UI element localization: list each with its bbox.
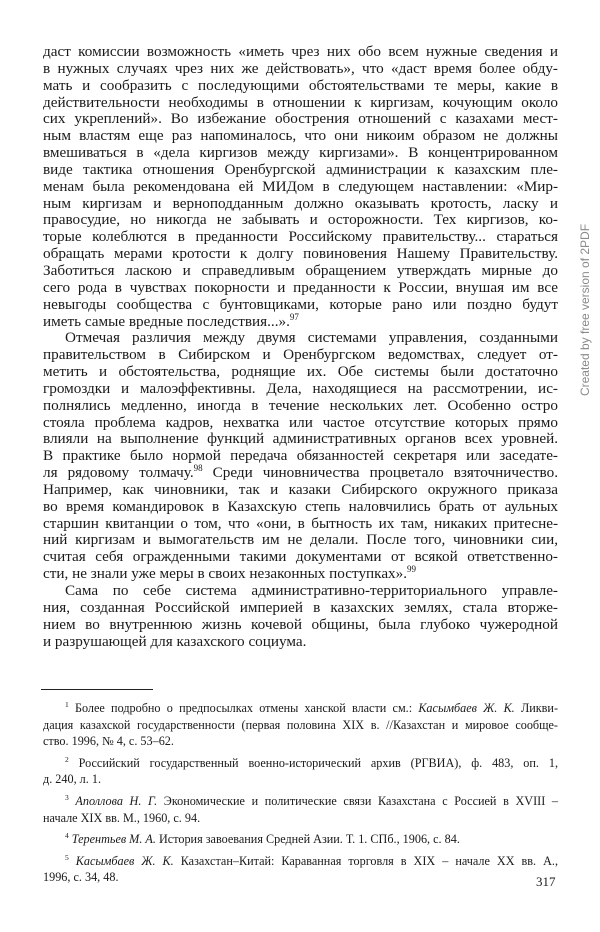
text-segment: в нужных случаях чрез них же действовать», что «даст время более обду- (43, 59, 558, 77)
text-line (43, 717, 558, 734)
text-line (43, 364, 558, 381)
text-line (43, 566, 558, 583)
text-segment: влияли на выполнение функций административных органов всех уровней. (43, 430, 558, 448)
footnote-ref: 3 (65, 792, 69, 802)
text-line (43, 634, 558, 651)
footnote-ref: 5 (65, 852, 69, 862)
text-segment: торые колеблются в преданности Российскому правительству... стараться (43, 228, 558, 246)
text-line (43, 145, 558, 162)
text-segment: Заботиться ласкою и справедливым обращением утверждать мирные до (43, 261, 558, 279)
text-segment: во время командировок в Казахскую степь наловчились брать от аульных (43, 497, 558, 515)
text-segment: Сама по себе система административно-территориального управле- (65, 582, 558, 599)
paragraph (43, 330, 558, 583)
text-line (43, 853, 558, 870)
text-segment: виде тактика отношения Оренбургской администрации к казахским пле- (43, 160, 558, 178)
text-line (43, 212, 558, 229)
text-segment: правительством в Сибирском и Оренбургском ведомствах, следует от- (43, 346, 558, 364)
footnote (43, 853, 558, 886)
text-segment: начале XIX вв. М., 1960, с. 94. (43, 810, 201, 825)
text-line (43, 465, 558, 482)
text-line (43, 330, 558, 347)
text-line (43, 755, 558, 772)
author-name: Касымбаев Ж. К. (75, 853, 174, 868)
footnote-ref: 4 (65, 831, 69, 841)
text-line (43, 700, 558, 717)
text-line (43, 246, 558, 263)
text-segment: сих укреплений». Во избежание обострения отношений с казахами мест- (43, 110, 558, 128)
text-line (43, 733, 558, 750)
text-segment: История завоевания Средней Азии. Т. 1. СПб., 1906, с. 84. (155, 832, 460, 847)
text-line (43, 516, 558, 533)
text-line (43, 78, 558, 95)
text-line (43, 583, 558, 600)
footnote-ref: 1 (65, 700, 69, 709)
text-line (43, 297, 558, 314)
text-line (43, 95, 558, 112)
text-segment: мать и сообразить с последующими обстоятельствами те меры, какие в (43, 76, 558, 94)
text-segment: действительности необходимы в отношении к киргизам, кочующим около (43, 93, 558, 111)
text-line (43, 771, 558, 788)
author-name: Терентьев М. А. (71, 832, 156, 847)
text-segment: старшин квитанции о том, что «они, в бытность их там, никаких притесне- (43, 514, 558, 532)
text-line (43, 229, 558, 246)
text-segment: обращать мерами кротости к долгу повиновения Нашему Правительству. (43, 245, 558, 263)
text-segment: нием во внутреннюю жизнь кочевой общины, была глубоко чужеродной (43, 615, 558, 633)
text-segment: иметь самые вредные последствия...». (43, 312, 290, 330)
footnote (43, 700, 558, 750)
text-line (43, 499, 558, 516)
text-segment: 1996, с. 34, 48. (43, 870, 119, 885)
text-line (43, 431, 558, 448)
footnote-ref: 97 (289, 311, 299, 322)
text-line (43, 793, 558, 810)
text-line (43, 162, 558, 179)
footnotes (43, 700, 558, 891)
main-text (43, 44, 558, 650)
paragraph (43, 583, 558, 650)
text-segment: Ликви- (514, 701, 558, 715)
text-line (43, 831, 558, 848)
text-segment: громоздки и малоэффективны. Дела, находящиеся на рассмотрении, ис- (43, 379, 558, 397)
text-line (43, 600, 558, 617)
text-segment: считая себя огражденными такими документами от всякой ответственно- (43, 548, 558, 566)
text-segment: ство. 1996, № 4, с. 53–62. (43, 734, 174, 749)
text-segment: ным киргизам и верноподданным должно оказывать кротость, ласку и (43, 194, 558, 212)
text-segment: Среди чиновничества процветало взяточничество. (202, 464, 558, 482)
text-line (43, 617, 558, 634)
text-line (43, 482, 558, 499)
text-line (43, 532, 558, 549)
footnote-ref: 98 (193, 463, 203, 474)
text-line (43, 179, 558, 196)
text-segment: невыгоды сообщества с бунтовщиками, которые рано или поздно будут (43, 295, 558, 313)
text-segment: Экономические и политические связи Казахстана с Россией в XVIII – (157, 793, 558, 808)
page-number: 317 (536, 874, 556, 889)
text-line (43, 810, 558, 827)
text-line (43, 111, 558, 128)
text-segment: дация казахской государственности (первая половина XIX в. //Казахстан и мировое сообще- (43, 717, 558, 732)
text-line (43, 415, 558, 432)
footnote (43, 793, 558, 826)
text-line (43, 311, 558, 331)
text-segment: метить и обстоятельства, роднящие их. Обе системы были достаточно (43, 363, 558, 381)
text-segment: Более подробно о предпосылках отмены ханской власти см.: (68, 701, 419, 715)
text-segment: полнялись медленно, иногда в течение нескольких лет. Особенно остро (43, 396, 558, 414)
text-segment: Например, как чиновники, так и казаки Сибирского окружного приказа (43, 480, 558, 498)
footnote (43, 755, 558, 788)
text-segment: ний киргизам и вымогательств им не делали. После того, чиновники сии, (43, 531, 558, 549)
text-line (43, 280, 558, 297)
footnote (43, 831, 558, 848)
text-line (43, 398, 558, 415)
text-segment: сего рода в чувствах покорности и преданности к России, внушая им все (43, 278, 558, 296)
text-line (43, 381, 558, 398)
text-segment: и разрушающей для казахского социума. (43, 632, 307, 650)
text-line (43, 128, 558, 145)
text-line (43, 263, 558, 280)
text-line (43, 44, 558, 61)
text-line (43, 347, 558, 364)
footnote-ref: 2 (65, 754, 69, 764)
text-segment: ля рядовому толмачу. (43, 464, 194, 482)
author-name: Касымбаев Ж. К. (418, 701, 515, 715)
text-segment: ным властям еще раз напоминалось, что они никоим образом не должны (43, 127, 558, 145)
footnote-divider (41, 689, 153, 690)
text-line (43, 448, 558, 465)
text-segment: стояла проблема кадров, нехватка или частое отсутствие которых прямо (43, 413, 558, 431)
text-segment: ния, созданная Российской империей в казахских землях, стала вторже- (43, 598, 558, 616)
text-segment: правосудие, но никогда не забывать и осторожности. Тех киргизов, ко- (43, 211, 558, 229)
text-line (43, 869, 558, 886)
watermark-text: Created by free version of 2PDF (578, 223, 592, 397)
text-segment (69, 854, 76, 868)
text-segment: Казахстан–Китай: Караванная торговля в XIX – начале XX вв. А., (173, 853, 558, 868)
text-segment: менам была рекомендована ей МИДом в следующем наставлении: «Мир- (43, 177, 558, 195)
text-line (43, 61, 558, 78)
text-segment: даст комиссии возможность «иметь чрез них обо всем нужные сведения и (43, 43, 558, 60)
text-segment: вмешиваться в «дела киргизов между киргизами». В концентрированном (43, 144, 558, 162)
text-segment: сти, не знали уже меры в своих незаконных поступках». (43, 565, 408, 583)
author-name: Аполлова Н. Г. (75, 793, 158, 808)
paragraph (43, 44, 558, 330)
text-segment: д. 240, л. 1. (43, 772, 101, 787)
text-segment: Отмечая различия между двумя системами управления, созданными (65, 329, 558, 347)
footnote-ref: 99 (407, 564, 417, 575)
text-line (43, 549, 558, 566)
text-segment: В практике было нормой передача обязанностей секретаря или заседате- (43, 447, 558, 465)
text-line (43, 196, 558, 213)
text-segment: Российский государственный военно-исторический архив (РГВИА), ф. 483, оп. 1, (68, 755, 558, 770)
